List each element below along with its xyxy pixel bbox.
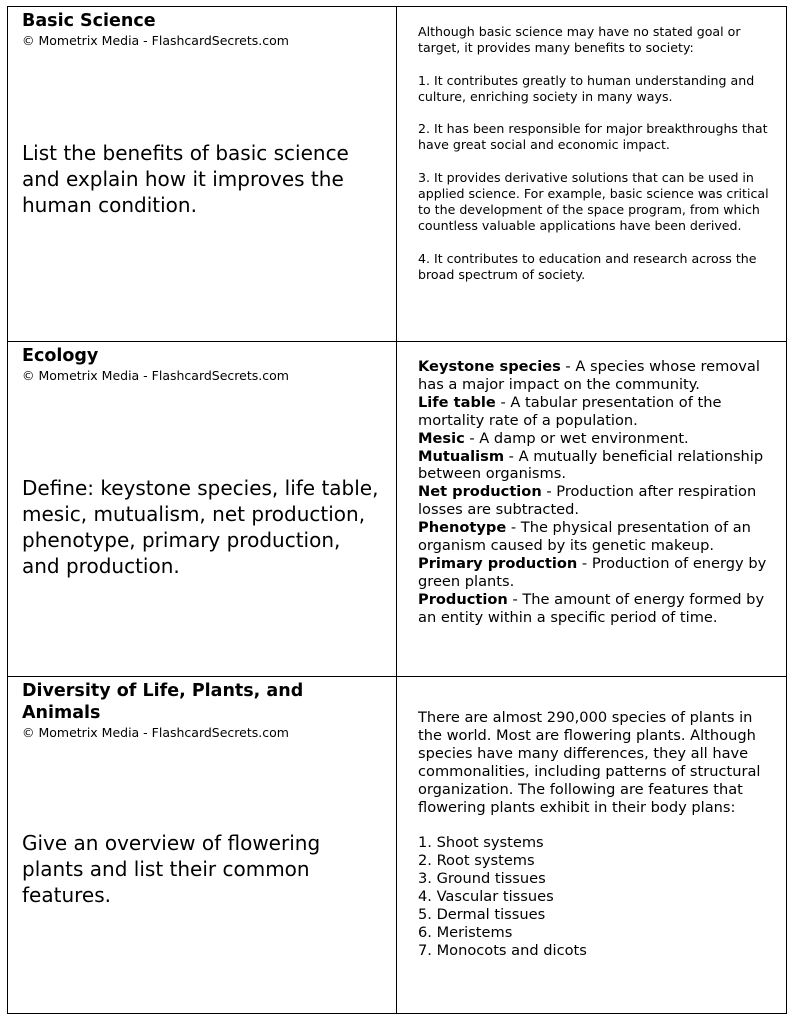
definition-term: Production bbox=[418, 590, 508, 608]
card-title: Basic Science bbox=[22, 11, 156, 31]
definition-item bbox=[418, 358, 776, 394]
card-back bbox=[397, 677, 787, 1013]
copyright-notice: © Mometrix Media - FlashcardSecrets.com bbox=[22, 33, 289, 48]
card-question: Give an overview of flowering plants and list their common features. bbox=[22, 831, 321, 907]
definition-item bbox=[418, 483, 776, 519]
list-item: 2. Root systems bbox=[418, 852, 535, 870]
definition-term: Net production bbox=[418, 483, 542, 501]
card-back bbox=[397, 342, 787, 676]
card-title: Ecology bbox=[22, 346, 99, 366]
definition-text: - The physical presentation of an organism caused by its genetic makeup. bbox=[418, 519, 751, 555]
copyright-notice: © Mometrix Media - FlashcardSecrets.com bbox=[22, 368, 289, 383]
list-item: 4. Vascular tissues bbox=[418, 888, 554, 906]
flashcard-ecology bbox=[8, 342, 787, 677]
definition-term: Mesic bbox=[418, 429, 465, 447]
definition-term: Primary production bbox=[418, 554, 578, 572]
definition-item bbox=[418, 591, 776, 627]
card-front bbox=[8, 677, 397, 1013]
definition-term: Life table bbox=[418, 393, 496, 411]
copyright-notice: © Mometrix Media - FlashcardSecrets.com bbox=[22, 725, 289, 740]
definition-text: - The amount of energy formed by an entity within a specific period of time. bbox=[418, 590, 765, 626]
answer-intro: Although basic science may have no stated goal or target, it provides many benefits to society: bbox=[418, 24, 741, 56]
flashcard-sheet bbox=[7, 6, 787, 1014]
card-front bbox=[8, 7, 397, 341]
card-title: Diversity of Life, Plants, and Animals bbox=[22, 681, 304, 723]
card-answer bbox=[418, 7, 776, 283]
definition-term: Mutualism bbox=[418, 447, 505, 465]
card-question: Define: keystone species, life table, mesic, mutualism, net production, phenotype, primary production, and production. bbox=[22, 476, 379, 578]
card-back bbox=[397, 7, 787, 341]
definition-term: Keystone species bbox=[418, 358, 561, 375]
definition-text: - A damp or wet environment. bbox=[464, 429, 689, 447]
definition-item bbox=[418, 430, 776, 448]
definition-text: - Production after respiration losses are subtracted. bbox=[418, 483, 757, 519]
definition-text: - A tabular presentation of the mortality rate of a population. bbox=[418, 393, 722, 429]
definition-text: - A mutually beneficial relationship between organisms. bbox=[418, 447, 764, 483]
list-item: 5. Dermal tissues bbox=[418, 905, 546, 923]
list-item: 6. Meristems bbox=[418, 923, 513, 941]
answer-intro: There are almost 290,000 species of plants in the world. Most are flowering plants. Although species have many differences, they all have commonalities, including patterns of structural organization. The following are features that flowering plants exhibit in their body plans: bbox=[418, 709, 761, 816]
list-item: 7. Monocots and dicots bbox=[418, 941, 587, 959]
definition-term: Phenotype bbox=[418, 519, 507, 537]
list-item: 1. Shoot systems bbox=[418, 834, 544, 852]
definition-item bbox=[418, 448, 776, 484]
answer-point: 4. It contributes to education and research across the broad spectrum of society. bbox=[418, 250, 757, 282]
list-item: 3. Ground tissues bbox=[418, 870, 546, 888]
flashcard-diversity-of-life bbox=[8, 677, 787, 1014]
answer-point: 2. It has been responsible for major breakthroughs that have great social and economic impact. bbox=[418, 121, 768, 153]
definition-item bbox=[418, 555, 776, 591]
card-question: List the benefits of basic science and explain how it improves the human condition. bbox=[22, 141, 349, 217]
definition-item bbox=[418, 394, 776, 430]
flashcard-basic-science bbox=[8, 7, 787, 342]
answer-point: 1. It contributes greatly to human understanding and culture, enriching society in many ways. bbox=[418, 72, 755, 104]
answer-point: 3. It provides derivative solutions that can be used in applied science. For example, basic science was critical to the development of the space program, from which countless valuable applications have been derived. bbox=[418, 169, 769, 234]
card-answer bbox=[418, 342, 776, 627]
definition-text: - Production of energy by green plants. bbox=[418, 554, 767, 590]
definition-item bbox=[418, 519, 776, 555]
card-answer bbox=[418, 677, 776, 960]
definition-text: - A species whose removal has a major impact on the community. bbox=[418, 358, 760, 393]
card-front bbox=[8, 342, 397, 676]
